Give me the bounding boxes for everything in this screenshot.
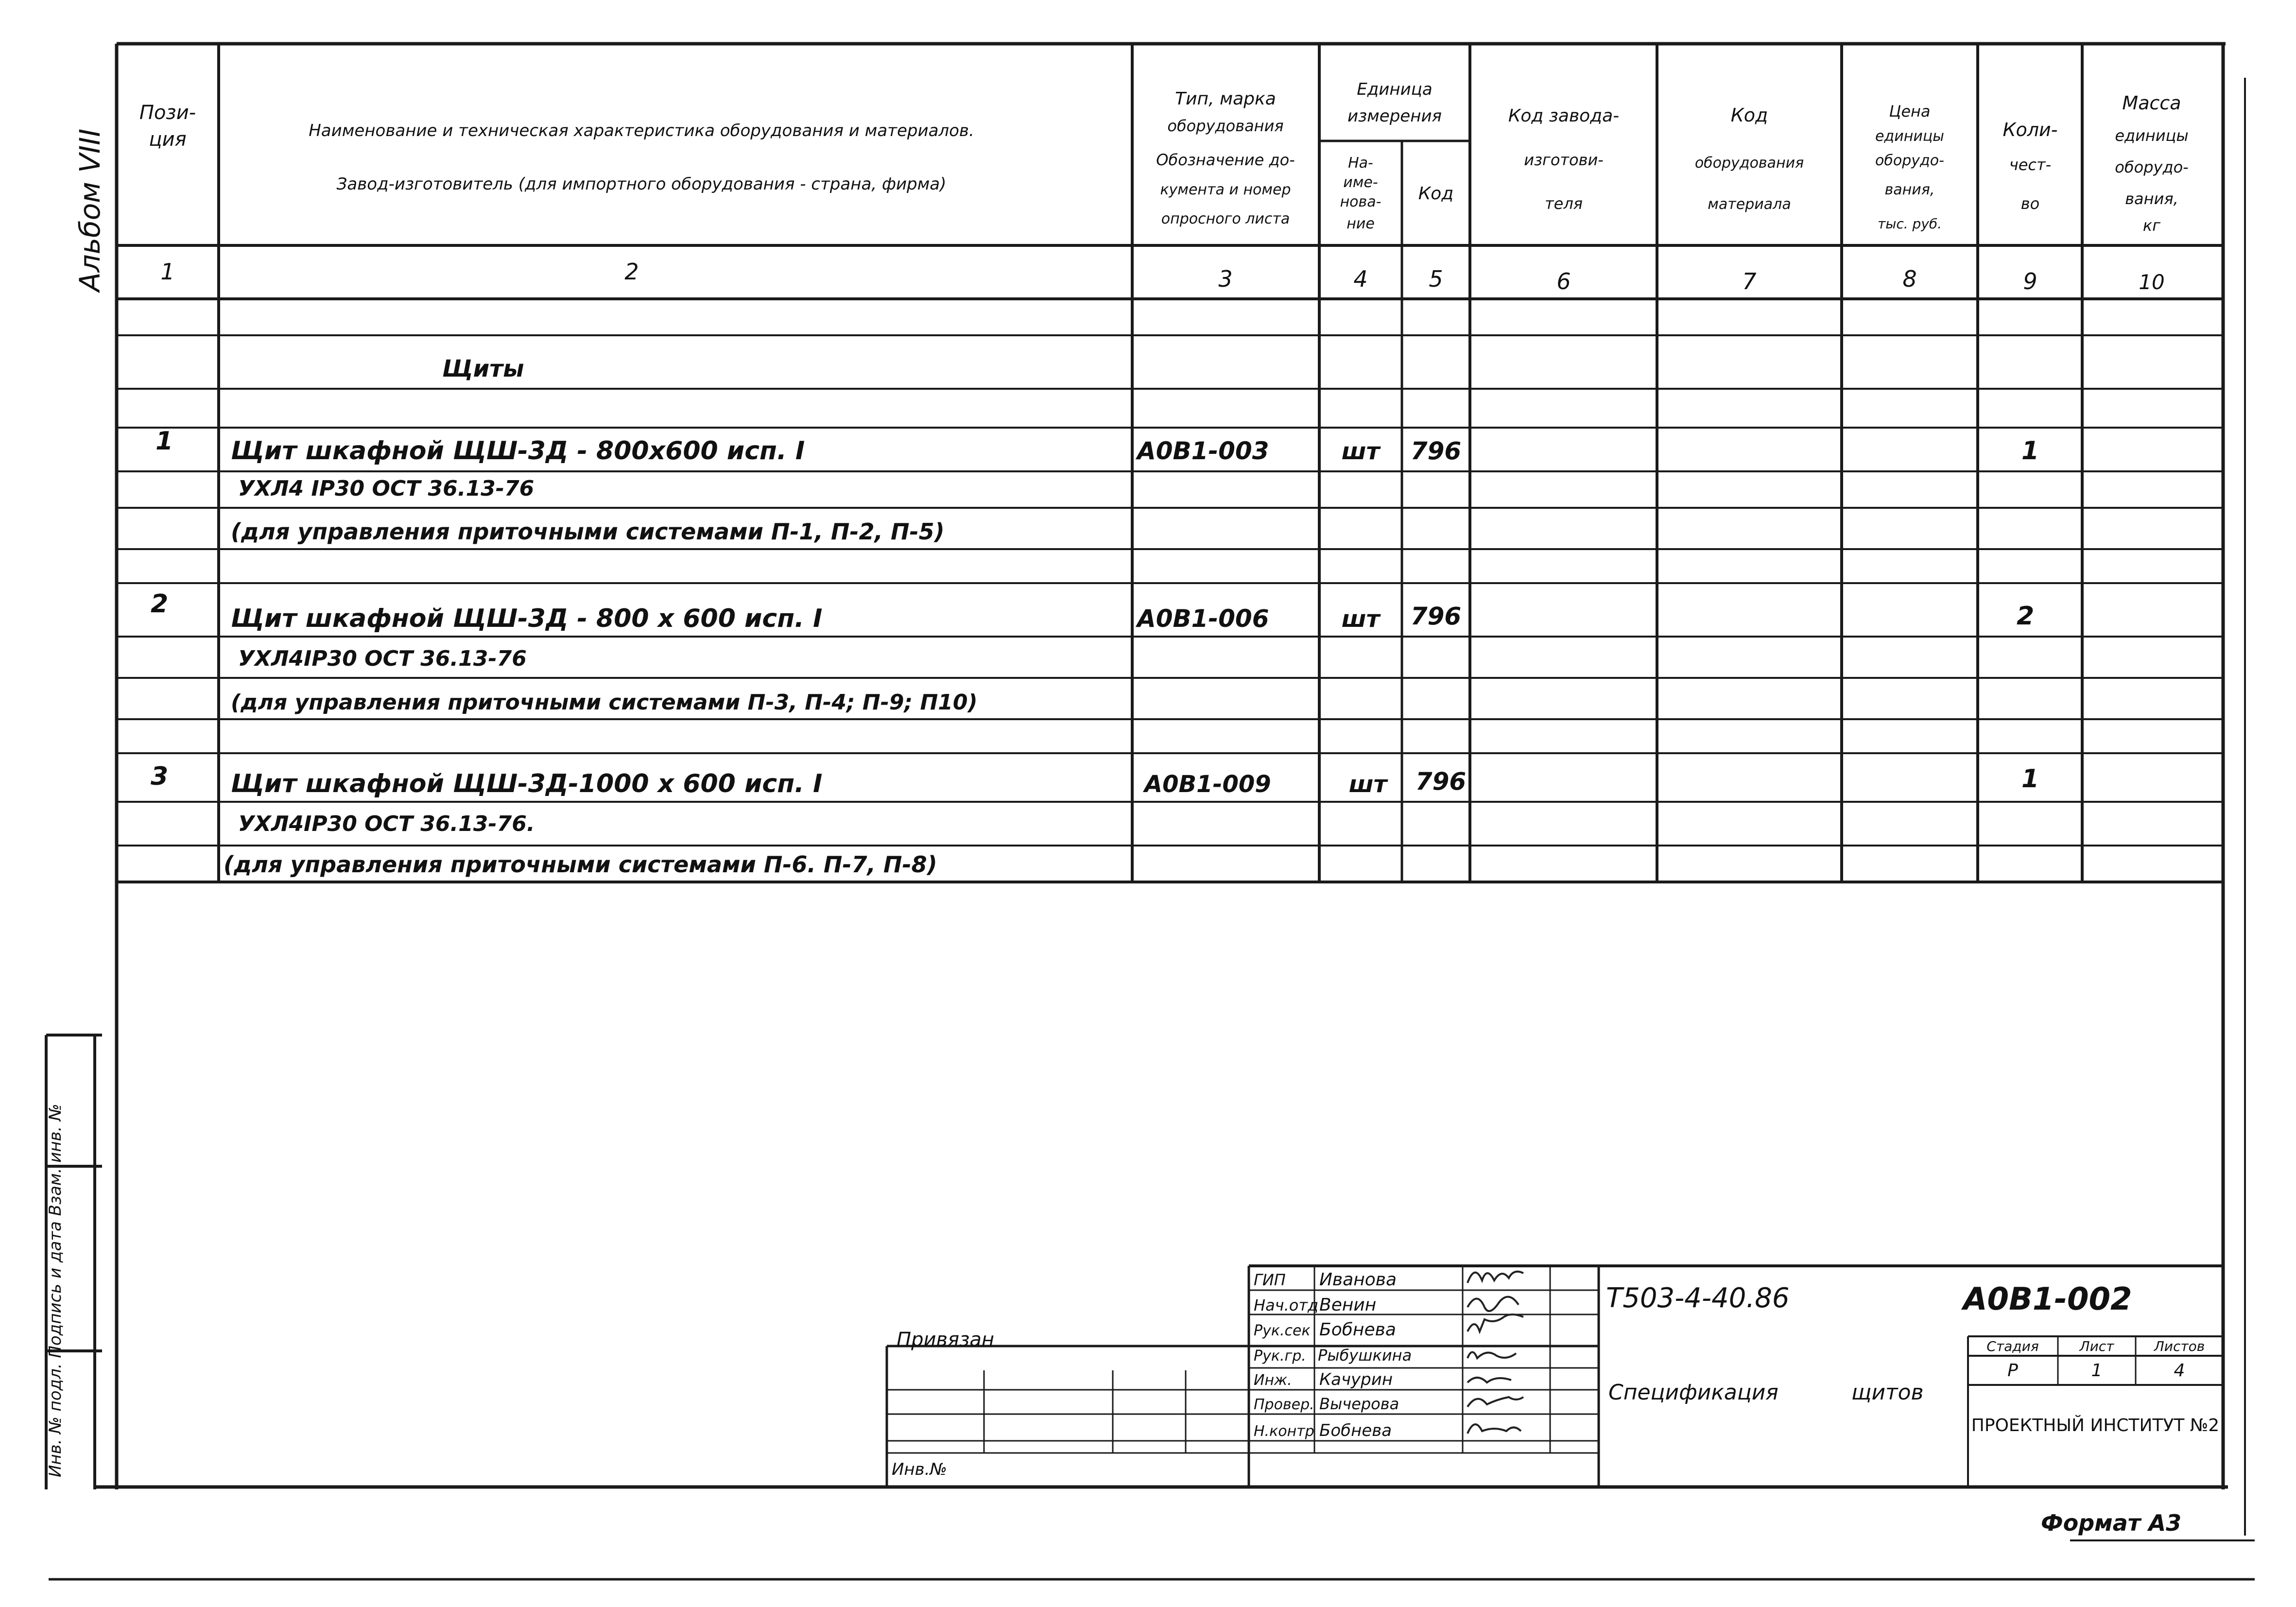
role-label: Рук.сек	[1254, 1322, 1311, 1339]
item-name: Щит шкафной ЩШ-3Д - 800х600 исп. I	[231, 436, 805, 466]
header-col7-l1: Код	[1730, 104, 1768, 126]
item-type: А0В1-009	[1144, 771, 1271, 798]
header-col3-l3: Обозначение до-	[1156, 151, 1295, 169]
header-col2-l2: Завод-изготовитель (для импортного оборудования - страна, фирма)	[336, 174, 947, 194]
signature-scribbles	[1467, 1272, 1523, 1434]
header-col4-l3: нова-	[1340, 193, 1381, 210]
item-qty: 1	[2021, 436, 2039, 466]
header-col4-l4: ние	[1347, 215, 1375, 232]
table-row	[151, 762, 2039, 878]
role-label: Провер.	[1254, 1396, 1314, 1413]
header-col1-l1: Пози-	[139, 102, 196, 124]
item-pos: 2	[151, 589, 169, 619]
header-col6-l1: Код завода-	[1508, 106, 1620, 126]
person-name: Бобнева	[1319, 1421, 1392, 1440]
item-pos: 3	[151, 762, 169, 791]
header-col3-l2: оборудования	[1167, 117, 1284, 135]
item-unit: шт	[1341, 605, 1380, 633]
item-code: 796	[1410, 437, 1462, 465]
header-col1-l2: ция	[149, 128, 187, 151]
item-unit: шт	[1341, 438, 1380, 465]
item-qty: 1	[2021, 764, 2039, 794]
role-label: Рук.гр.	[1254, 1348, 1306, 1365]
person-name: Качурин	[1319, 1370, 1393, 1389]
col-number: 8	[1902, 266, 1917, 292]
header-col10-l2: единицы	[2115, 126, 2189, 145]
inv-no-label: Инв.№	[892, 1460, 947, 1479]
person-name: Рыбушкина	[1318, 1346, 1412, 1365]
header-col9-l2: чест-	[2009, 156, 2052, 174]
person-name: Венин	[1319, 1295, 1377, 1315]
col-number: 10	[2139, 270, 2165, 294]
item-type: А0В1-006	[1137, 605, 1269, 633]
doc-code: А0В1-002	[1963, 1281, 2132, 1317]
col-number: 3	[1218, 266, 1233, 292]
item-type: А0В1-003	[1137, 437, 1269, 465]
column-numbers	[160, 259, 2164, 294]
item-line3: (для управления приточными системами П-6. П-7, П-8)	[224, 851, 937, 878]
table-row	[155, 427, 2039, 545]
doc-title: Спецификация	[1608, 1380, 1778, 1405]
table-row	[151, 589, 2034, 715]
header-unit-l2: измерения	[1347, 106, 1442, 126]
item-qty: 2	[2017, 602, 2035, 631]
sheet-value: 1	[2091, 1361, 2103, 1381]
album-label: Альбом VIII	[73, 128, 106, 292]
item-unit: шт	[1348, 771, 1387, 798]
item-name: Щит шкафной ЩШ-3Д - 800 х 600 исп. I	[231, 604, 823, 633]
item-name: Щит шкафной ЩШ-3Д-1000 х 600 исп. I	[231, 769, 823, 798]
header-col10-l4: вания,	[2125, 190, 2178, 208]
header-col10-l1: Масса	[2122, 92, 2181, 114]
header-col8-l5: тыс. руб.	[1877, 216, 1942, 232]
col-number: 6	[1556, 268, 1571, 294]
header-col10-l5: кг	[2142, 216, 2161, 235]
stage-label: Стадия	[1986, 1338, 2039, 1354]
person-name: Вычерова	[1319, 1395, 1399, 1413]
header-col6-l3: теля	[1544, 194, 1583, 213]
header-col9-l3: во	[2020, 194, 2040, 213]
header-col3-l1: Тип, марка	[1175, 89, 1276, 109]
table-header	[139, 80, 2189, 235]
doc-title-2: щитов	[1851, 1380, 1924, 1405]
col-number: 7	[1742, 268, 1757, 294]
item-code: 796	[1415, 767, 1467, 795]
person-name: Бобнева	[1319, 1320, 1396, 1340]
col-number: 2	[624, 259, 639, 285]
col-number: 1	[160, 259, 175, 285]
role-label: ГИП	[1254, 1271, 1286, 1289]
header-col2-l1: Наименование и техническая характеристика оборудования и материалов.	[309, 121, 974, 140]
item-line3: (для управления приточными системами П-1, П-2, П-5)	[231, 518, 945, 545]
header-col6-l2: изготови-	[1524, 151, 1604, 169]
sheet-label: Лист	[2079, 1338, 2114, 1354]
person-name: Иванова	[1319, 1270, 1397, 1290]
header-unit-l1: Единица	[1357, 80, 1433, 99]
inv-label: Инв. № подл. Подпись и дата Взам. инв. №	[46, 1104, 65, 1477]
sheets-label: Листов	[2154, 1338, 2205, 1354]
header-col7-l2: оборудования	[1694, 155, 1804, 172]
col-number: 9	[2023, 268, 2037, 294]
item-pos: 1	[155, 427, 173, 456]
header-col10-l3: оборудо-	[2115, 158, 2189, 176]
privyazan-label: Привязан	[897, 1329, 995, 1351]
header-col8-l3: оборудо-	[1875, 152, 1944, 169]
header-col3-l5: опросного листа	[1161, 210, 1290, 227]
stage-value: Р	[2007, 1361, 2018, 1381]
header-col3-l4: кумента и номер	[1160, 181, 1291, 198]
role-label: Нач.отд	[1254, 1296, 1319, 1314]
item-line3: (для управления приточными системами П-3, П-4; П-9; П10)	[231, 690, 978, 715]
role-label: Инж.	[1254, 1372, 1292, 1389]
format-label: Формат А3	[2041, 1510, 2182, 1536]
header-col5: Код	[1418, 184, 1454, 204]
item-line2: УХЛ4IP30 ОСТ 36.13-76	[238, 646, 527, 671]
header-col7-l3: материала	[1708, 196, 1791, 213]
header-col8-l2: единицы	[1875, 128, 1944, 145]
header-col9-l1: Коли-	[2003, 119, 2058, 140]
item-line2: УХЛ4IP30 ОСТ 36.13-76.	[238, 812, 535, 836]
item-code: 796	[1410, 602, 1462, 630]
col-number: 4	[1353, 266, 1368, 292]
project-code: Т503-4-40.86	[1606, 1282, 1790, 1314]
col-number: 5	[1429, 266, 1443, 292]
header-col4-l2: име-	[1343, 174, 1378, 191]
sheets-value: 4	[2174, 1361, 2185, 1381]
role-label: Н.контр	[1254, 1423, 1314, 1440]
header-col4-l1: На-	[1348, 155, 1373, 172]
header-col8-l4: вания,	[1884, 181, 1935, 198]
section-title: Щиты	[442, 355, 524, 382]
item-line2: УХЛ4 IP30 ОСТ 36.13-76	[238, 476, 535, 501]
organization: ПРОЕКТНЫЙ ИНСТИТУТ №2	[1971, 1416, 2220, 1435]
header-col8-l1: Цена	[1889, 102, 1931, 121]
